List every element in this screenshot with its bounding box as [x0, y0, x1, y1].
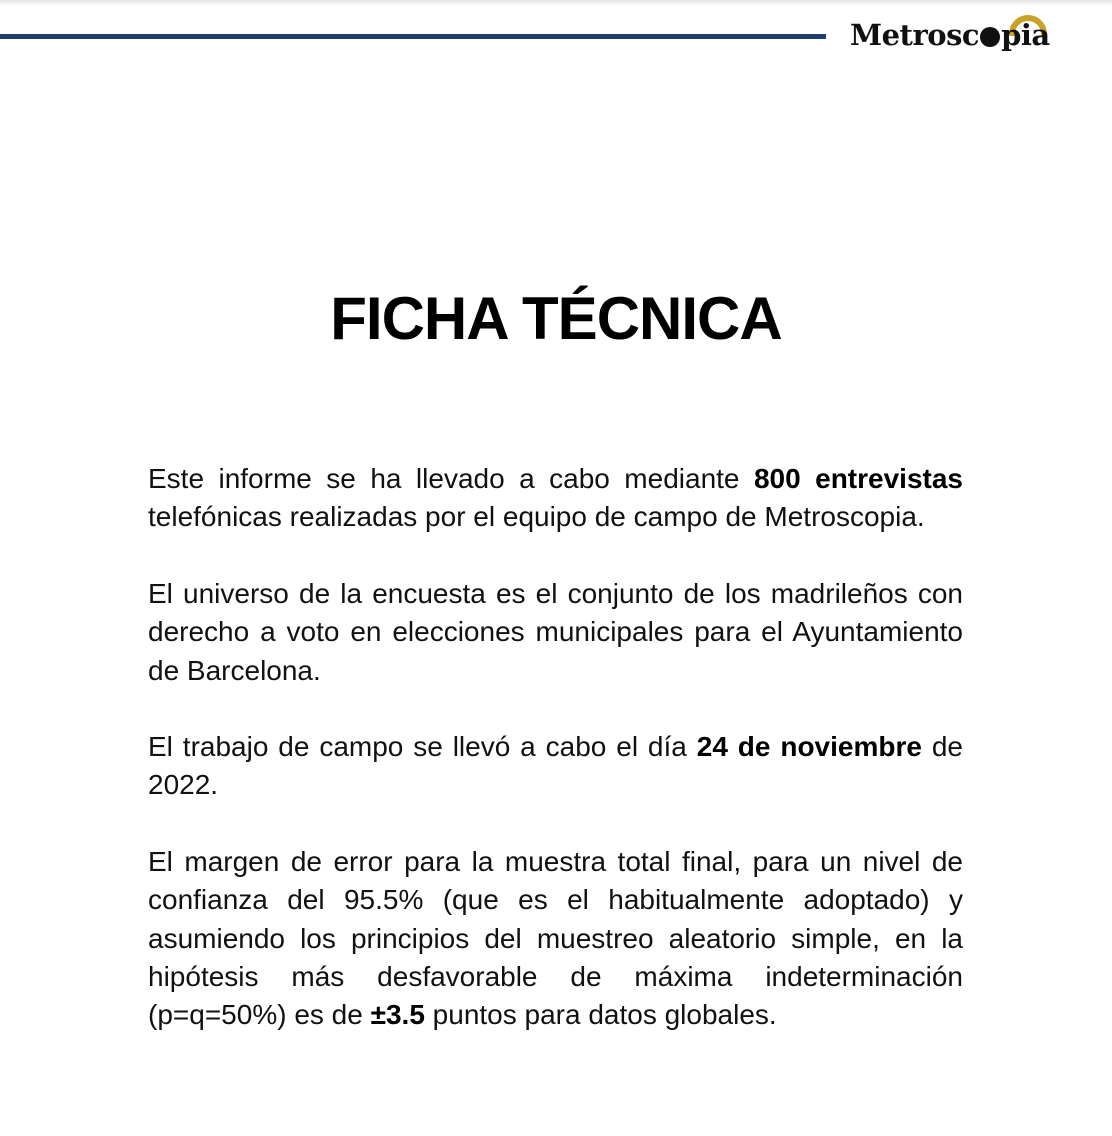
page-title: FICHA TÉCNICA: [330, 285, 782, 352]
top-shadow: [0, 0, 1112, 6]
paragraph-interviews: Este informe se ha llevado a cabo mediante 800 entrevistas telefónicas realizadas por el equipo de campo de Metroscopia.: [148, 463, 963, 533]
technical-sheet-body: [148, 460, 963, 1073]
metroscopia-logo: [850, 14, 1080, 58]
margin-of-error-value: ±3.5: [370, 999, 425, 1031]
paragraph-margin-of-error: El margen de error para la muestra total final, para un nivel de confianza del 95.5% (que es el habitualmente adoptado) y asumiendo los principios del muestreo aleatorio simple, en la hipótesis más desfavorable de máxima indeterminación (p=q=50%) es de ±3.5 puntos para datos globales.: [148, 845, 963, 1031]
logo-wordmark: Metrosc pia: [850, 18, 1050, 52]
header-rule: [0, 34, 826, 39]
fieldwork-date: 24 de noviembre: [696, 731, 922, 763]
paragraph-universe: El universo de la encuesta es el conjunto de los madrileños con derecho a voto en elecciones municipales para el Ayuntamiento de Barcelona.: [148, 577, 963, 686]
interviews-count: 800 entrevistas: [753, 463, 963, 494]
paragraph-fieldwork-date: El trabajo de campo se llevó a cabo el día 24 de noviembre de 2022.: [148, 731, 963, 801]
